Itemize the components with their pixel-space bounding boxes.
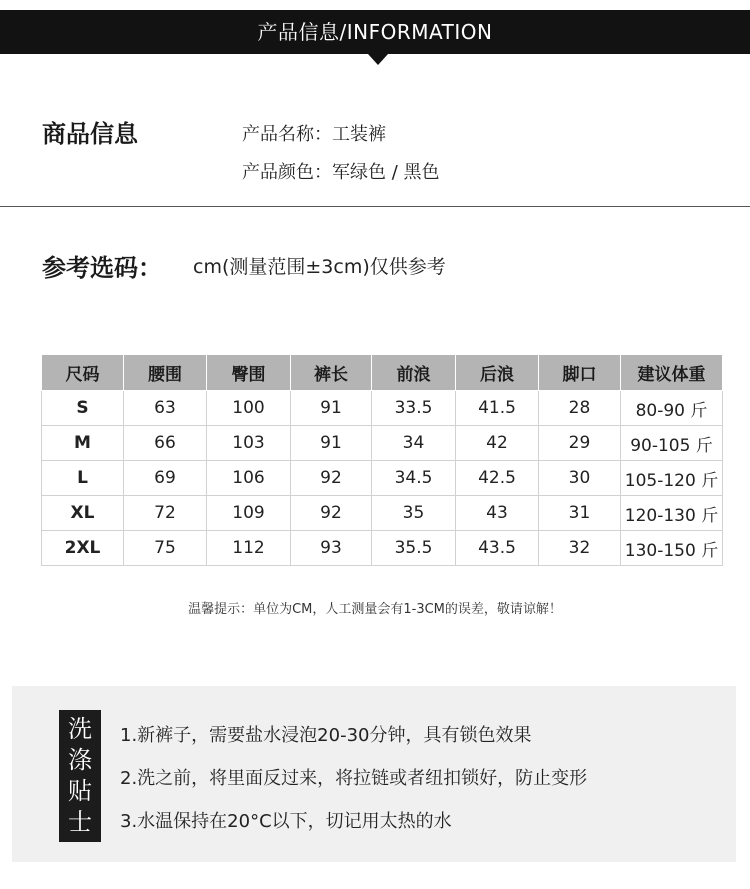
table-row xyxy=(42,426,723,461)
table-cell: 93 xyxy=(291,531,372,566)
table-cell: 106 xyxy=(207,461,291,496)
care-item: 2.洗之前，将里面反过来，将拉链或者纽扣锁好，防止变形 xyxy=(120,768,588,789)
table-cell: 91 xyxy=(291,391,372,426)
table-cell: 43.5 xyxy=(456,531,539,566)
section-divider xyxy=(0,206,750,207)
table-cell: 35.5 xyxy=(372,531,456,566)
care-label-char: 士 xyxy=(68,808,92,836)
care-item: 3.水温保持在20°C以下，切记用太热的水 xyxy=(120,811,452,832)
table-cell: L xyxy=(42,461,124,496)
table-header-cell: 腰围 xyxy=(124,355,207,391)
care-label-char: 涤 xyxy=(68,746,92,774)
table-cell: 34.5 xyxy=(372,461,456,496)
table-cell: 72 xyxy=(124,496,207,531)
table-cell: S xyxy=(42,391,124,426)
table-cell: 28 xyxy=(539,391,621,426)
table-header-cell: 后浪 xyxy=(456,355,539,391)
care-label-char: 贴 xyxy=(68,777,92,805)
table-header-cell: 脚口 xyxy=(539,355,621,391)
care-label-box xyxy=(59,710,101,842)
size-reference-heading: 参考选码： xyxy=(42,254,162,282)
table-cell: 32 xyxy=(539,531,621,566)
table-header-row xyxy=(42,355,723,391)
header-arrow-icon xyxy=(368,54,388,65)
table-cell: 34 xyxy=(372,426,456,461)
size-reference-note: cm(测量范围±3cm)仅供参考 xyxy=(193,256,446,278)
table-cell: 2XL xyxy=(42,531,124,566)
table-row xyxy=(42,461,723,496)
table-cell: 105-120 斤 xyxy=(621,461,723,496)
table-cell: 35 xyxy=(372,496,456,531)
table-header-cell: 尺码 xyxy=(42,355,124,391)
table-cell: 130-150 斤 xyxy=(621,531,723,566)
table-cell: 100 xyxy=(207,391,291,426)
table-row xyxy=(42,391,723,426)
table-cell: 91 xyxy=(291,426,372,461)
table-cell: 92 xyxy=(291,461,372,496)
table-cell: 75 xyxy=(124,531,207,566)
table-cell: 63 xyxy=(124,391,207,426)
table-cell: XL xyxy=(42,496,124,531)
care-instructions-panel xyxy=(12,686,736,862)
table-header-cell: 裤长 xyxy=(291,355,372,391)
table-cell: 69 xyxy=(124,461,207,496)
care-label-char: 洗 xyxy=(68,715,92,743)
measurement-tip: 温馨提示：单位为CM，人工测量会有1-3CM的误差，敬请谅解！ xyxy=(188,602,562,617)
table-cell: 29 xyxy=(539,426,621,461)
table-cell: 66 xyxy=(124,426,207,461)
product-name-line: 产品名称：工装裤 xyxy=(242,124,386,145)
table-header-cell: 前浪 xyxy=(372,355,456,391)
table-row xyxy=(42,496,723,531)
table-cell: 31 xyxy=(539,496,621,531)
table-header-cell: 建议体重 xyxy=(621,355,723,391)
table-cell: 90-105 斤 xyxy=(621,426,723,461)
table-cell: 30 xyxy=(539,461,621,496)
table-cell: 43 xyxy=(456,496,539,531)
care-item: 1.新裤子，需要盐水浸泡20-30分钟，具有锁色效果 xyxy=(120,725,532,746)
table-row xyxy=(42,531,723,566)
table-cell: 103 xyxy=(207,426,291,461)
table-cell: 42.5 xyxy=(456,461,539,496)
product-info-heading: 商品信息 xyxy=(42,120,138,148)
table-cell: 92 xyxy=(291,496,372,531)
product-color-line: 产品颜色：军绿色 / 黑色 xyxy=(242,162,440,183)
table-header-cell: 臀围 xyxy=(207,355,291,391)
table-cell: 42 xyxy=(456,426,539,461)
table-cell: 120-130 斤 xyxy=(621,496,723,531)
table-cell: 80-90 斤 xyxy=(621,391,723,426)
table-cell: 109 xyxy=(207,496,291,531)
table-cell: M xyxy=(42,426,124,461)
table-cell: 41.5 xyxy=(456,391,539,426)
table-cell: 112 xyxy=(207,531,291,566)
table-cell: 33.5 xyxy=(372,391,456,426)
size-table xyxy=(41,354,723,566)
header-title: 产品信息/INFORMATION xyxy=(257,20,493,44)
header-banner xyxy=(0,10,750,54)
